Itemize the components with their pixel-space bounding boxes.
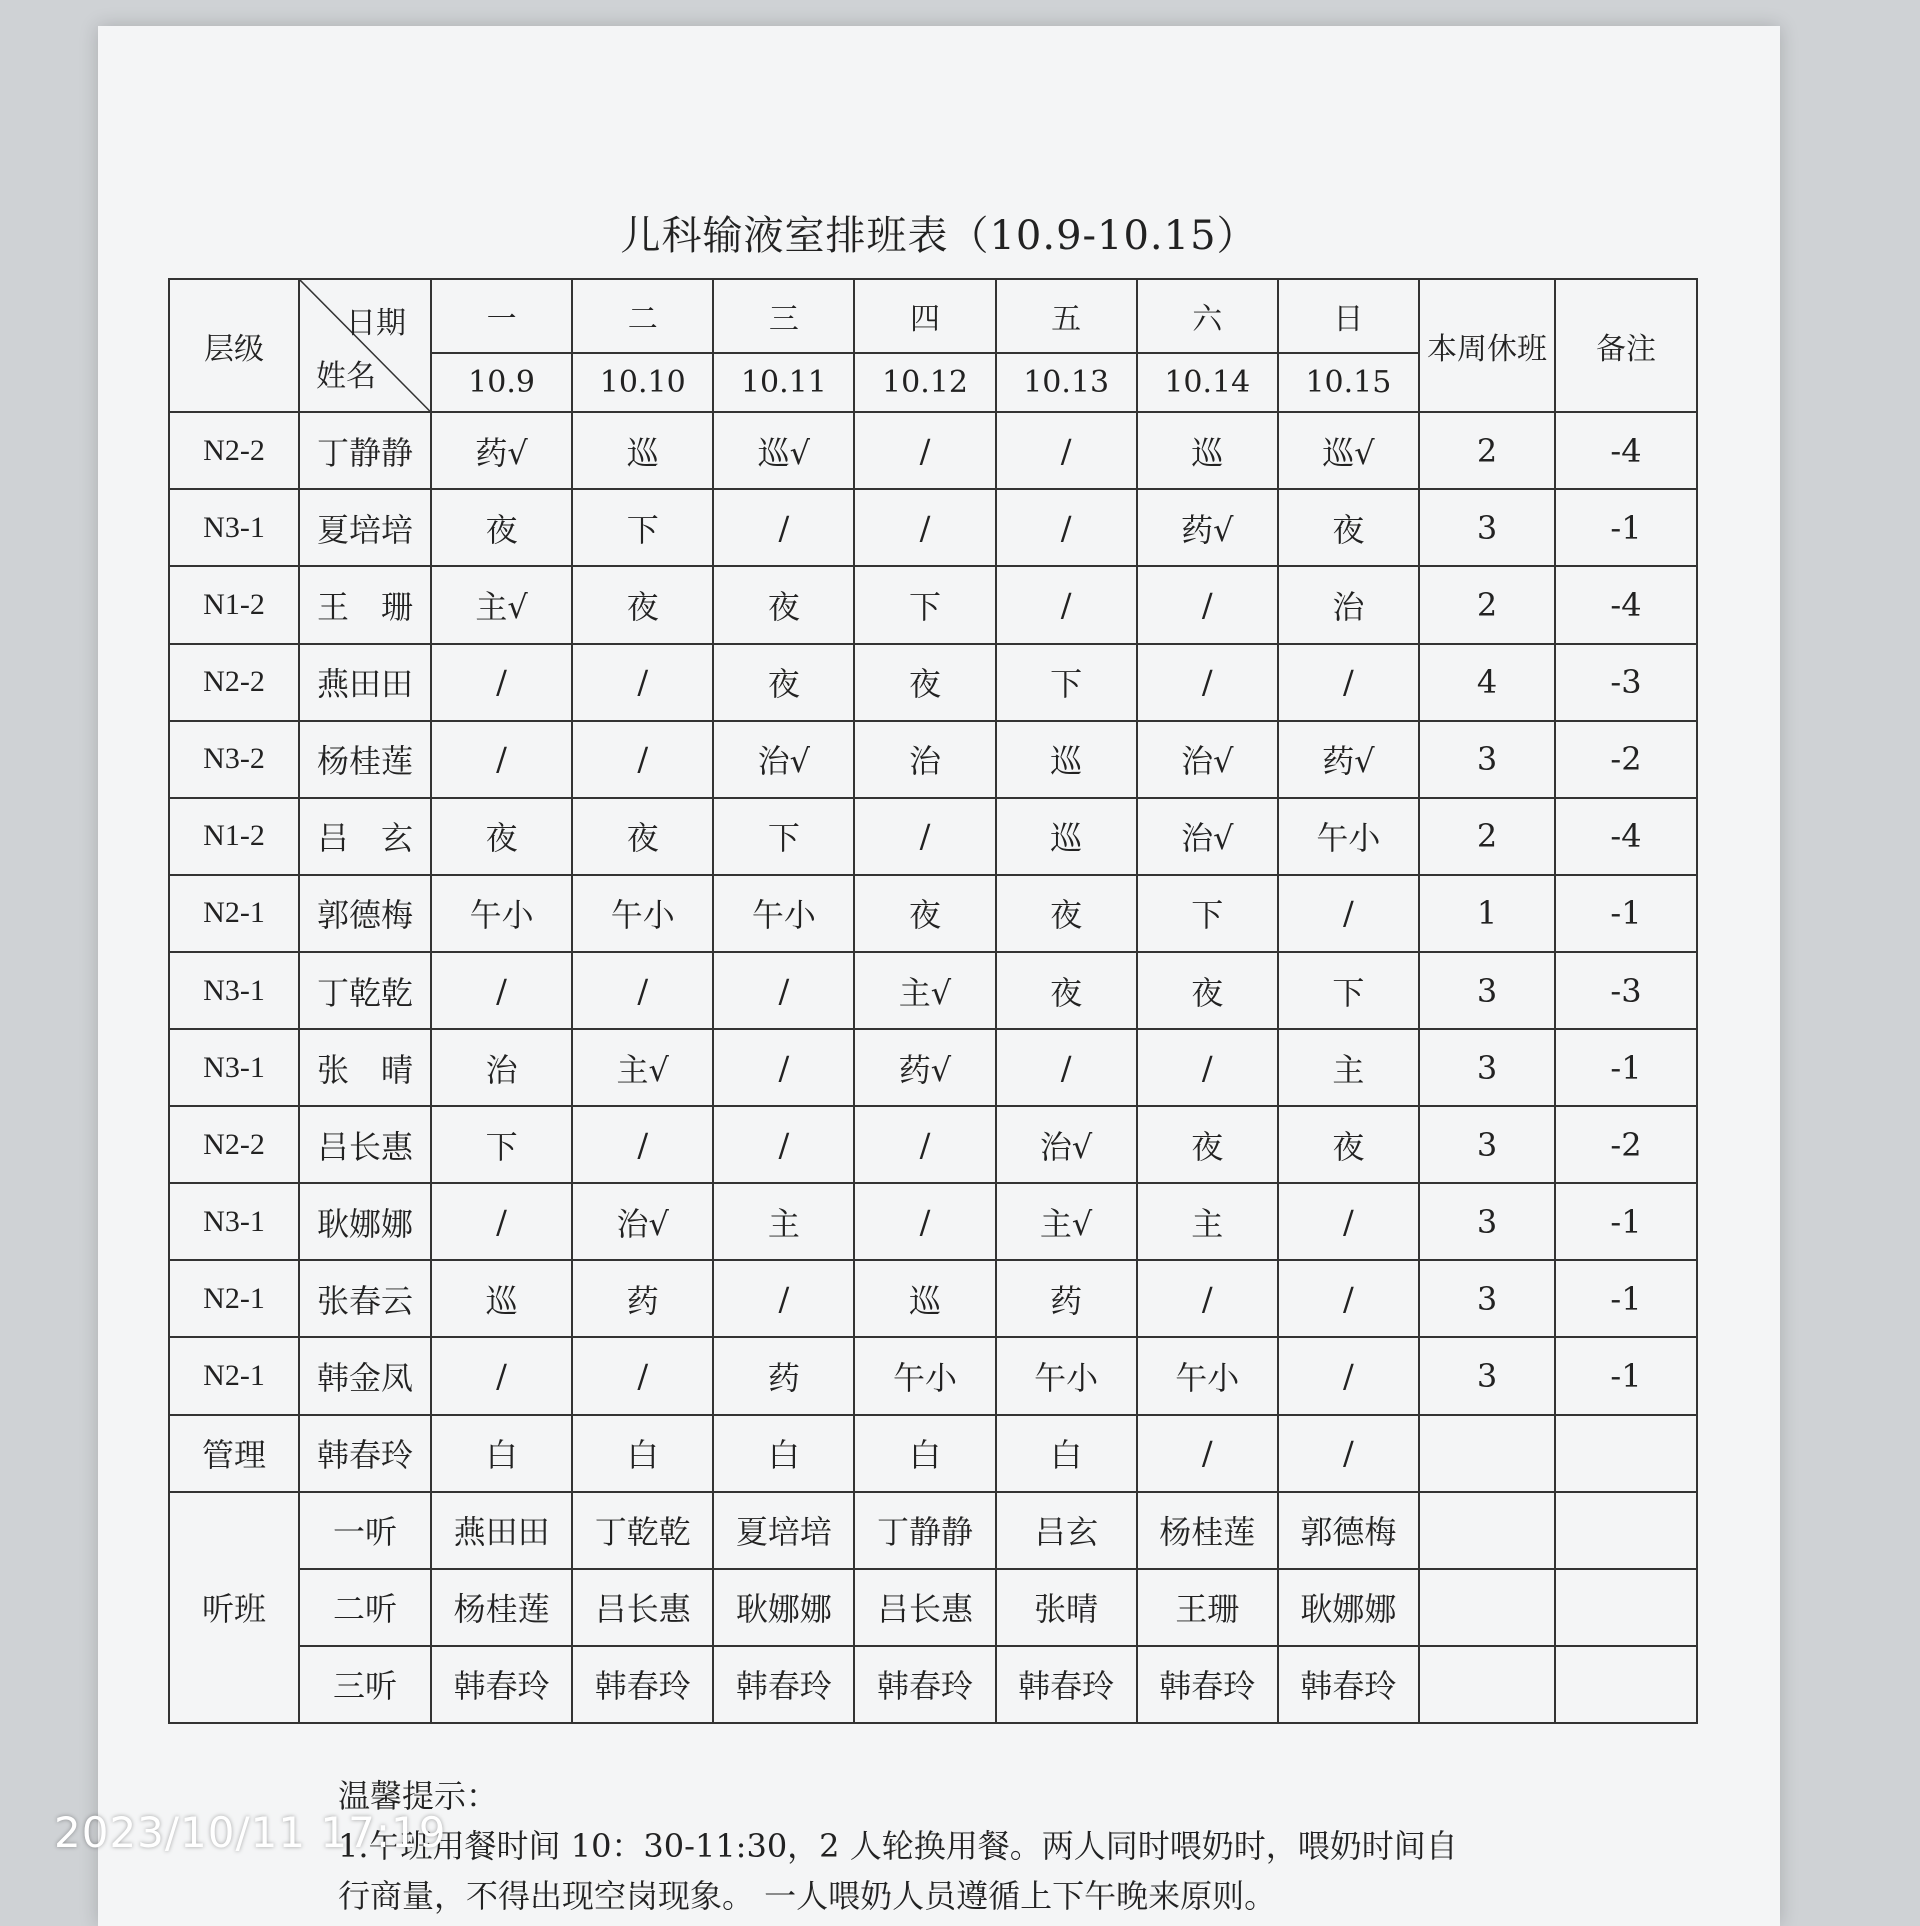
- shift-cell: /: [431, 1183, 572, 1260]
- name-cell: 张春云: [299, 1260, 431, 1337]
- name-cell: 韩春玲: [299, 1415, 431, 1492]
- management-label: 管理: [169, 1415, 299, 1492]
- level-cell: N2-2: [169, 644, 299, 721]
- shift-cell: /: [1278, 875, 1419, 952]
- shift-cell: 白: [854, 1415, 995, 1492]
- shift-cell: 药: [996, 1260, 1137, 1337]
- level-cell: N3-1: [169, 489, 299, 566]
- shift-cell: 主: [1278, 1029, 1419, 1106]
- shift-cell: 治√: [1137, 721, 1278, 798]
- shift-cell: 巡: [431, 1260, 572, 1337]
- level-cell: N2-2: [169, 1106, 299, 1183]
- shift-cell: 治√: [572, 1183, 713, 1260]
- shift-cell: /: [431, 721, 572, 798]
- weekday-header: 一: [431, 279, 572, 353]
- shift-cell: 药√: [431, 412, 572, 489]
- date-header: 10.12: [854, 353, 995, 412]
- remark-cell: -4: [1555, 412, 1697, 489]
- staff-row: [169, 721, 1697, 798]
- staff-row: [169, 952, 1697, 1029]
- listening-person: 杨桂莲: [431, 1569, 572, 1646]
- shift-cell: /: [1278, 1260, 1419, 1337]
- name-cell: 韩金凤: [299, 1337, 431, 1414]
- rest-header: 本周休班: [1419, 279, 1555, 412]
- listening-person: 韩春玲: [1278, 1646, 1419, 1723]
- shift-cell: /: [854, 1183, 995, 1260]
- staff-row: [169, 1183, 1697, 1260]
- management-row: [169, 1415, 1697, 1492]
- staff-row: [169, 875, 1697, 952]
- shift-cell: /: [572, 1106, 713, 1183]
- listening-tier: 三听: [299, 1646, 431, 1723]
- staff-row: [169, 1337, 1697, 1414]
- level-cell: N2-1: [169, 1337, 299, 1414]
- diagonal-header-cell: [299, 279, 431, 412]
- shift-cell: 夜: [854, 875, 995, 952]
- rest-count-cell: 3: [1419, 1337, 1555, 1414]
- listening-person: 韩春玲: [854, 1646, 995, 1723]
- date-header: 10.15: [1278, 353, 1419, 412]
- shift-cell: 午小: [1137, 1337, 1278, 1414]
- weekday-header: 四: [854, 279, 995, 353]
- remark-cell: -1: [1555, 489, 1697, 566]
- shift-cell: 午小: [854, 1337, 995, 1414]
- shift-cell: 下: [431, 1106, 572, 1183]
- date-header: 10.10: [572, 353, 713, 412]
- rest-count-cell: 2: [1419, 798, 1555, 875]
- listening-person: 耿娜娜: [1278, 1569, 1419, 1646]
- weekday-header: 三: [713, 279, 854, 353]
- shift-cell: /: [996, 566, 1137, 643]
- name-cell: 丁乾乾: [299, 952, 431, 1029]
- shift-cell: /: [1137, 1029, 1278, 1106]
- shift-cell: 白: [572, 1415, 713, 1492]
- staff-row: [169, 1260, 1697, 1337]
- listening-person: 王珊: [1137, 1569, 1278, 1646]
- shift-cell: 下: [713, 798, 854, 875]
- shift-cell: 夜: [996, 875, 1137, 952]
- listening-row: [169, 1569, 1697, 1646]
- shift-cell: 巡: [996, 798, 1137, 875]
- date-header: 10.9: [431, 353, 572, 412]
- shift-cell: 药: [713, 1337, 854, 1414]
- remark-cell: -2: [1555, 1106, 1697, 1183]
- shift-cell: /: [431, 952, 572, 1029]
- weekday-header: 五: [996, 279, 1137, 353]
- shift-cell: 午小: [431, 875, 572, 952]
- shift-cell: 治√: [713, 721, 854, 798]
- name-cell: 燕田田: [299, 644, 431, 721]
- shift-cell: 巡: [1137, 412, 1278, 489]
- shift-cell: /: [713, 1260, 854, 1337]
- shift-cell: /: [854, 489, 995, 566]
- shift-cell: 主: [713, 1183, 854, 1260]
- rest-count-cell: 1: [1419, 875, 1555, 952]
- shift-cell: 午小: [713, 875, 854, 952]
- shift-cell: /: [572, 952, 713, 1029]
- listening-person: 杨桂莲: [1137, 1492, 1278, 1569]
- name-cell: 王 珊: [299, 566, 431, 643]
- remark-cell: -1: [1555, 1260, 1697, 1337]
- shift-cell: 夜: [996, 952, 1137, 1029]
- staff-row: [169, 1029, 1697, 1106]
- shift-cell: 白: [996, 1415, 1137, 1492]
- shift-cell: /: [996, 412, 1137, 489]
- name-label: 姓名: [316, 359, 376, 395]
- shift-cell: /: [713, 1106, 854, 1183]
- shift-cell: 主√: [431, 566, 572, 643]
- staff-row: [169, 798, 1697, 875]
- empty-cell: [1555, 1646, 1697, 1723]
- level-cell: N3-1: [169, 952, 299, 1029]
- shift-cell: 夜: [1137, 1106, 1278, 1183]
- name-cell: 杨桂莲: [299, 721, 431, 798]
- shift-cell: 巡: [572, 412, 713, 489]
- shift-cell: 主: [1137, 1183, 1278, 1260]
- listening-person: 韩春玲: [572, 1646, 713, 1723]
- listening-person: 韩春玲: [431, 1646, 572, 1723]
- weekday-header: 日: [1278, 279, 1419, 353]
- shift-cell: 白: [431, 1415, 572, 1492]
- level-cell: N3-1: [169, 1029, 299, 1106]
- shift-cell: /: [431, 644, 572, 721]
- date-label: 日期: [346, 306, 406, 341]
- shift-cell: 夜: [431, 489, 572, 566]
- empty-cell: [1419, 1646, 1555, 1723]
- listening-person: 吕长惠: [572, 1569, 713, 1646]
- remark-cell: -1: [1555, 1029, 1697, 1106]
- weekday-header: 二: [572, 279, 713, 353]
- header-row-weekdays: [169, 279, 1697, 353]
- shift-cell: 治√: [1137, 798, 1278, 875]
- staff-row: [169, 1106, 1697, 1183]
- shift-cell: 药√: [854, 1029, 995, 1106]
- empty-cell: [1419, 1492, 1555, 1569]
- shift-cell: /: [572, 644, 713, 721]
- shift-cell: 夜: [713, 644, 854, 721]
- rest-count-cell: 2: [1419, 412, 1555, 489]
- shift-cell: 主√: [854, 952, 995, 1029]
- listening-person: 丁静静: [854, 1492, 995, 1569]
- tips-heading: 温馨提示：: [338, 1777, 499, 1815]
- listening-person: 吕玄: [996, 1492, 1137, 1569]
- paper-sheet: [98, 26, 1780, 1926]
- listening-tier: 一听: [299, 1492, 431, 1569]
- empty-cell: [1419, 1415, 1555, 1492]
- rest-count-cell: 3: [1419, 1106, 1555, 1183]
- empty-cell: [1555, 1415, 1697, 1492]
- date-header: 10.14: [1137, 353, 1278, 412]
- listening-person: 夏培培: [713, 1492, 854, 1569]
- shift-cell: /: [1278, 1183, 1419, 1260]
- staff-row: [169, 644, 1697, 721]
- staff-row: [169, 566, 1697, 643]
- tips-line-2: 行商量，不得出现空岗现象。 一人喂奶人员遵循上下午晚来原则。: [338, 1877, 1277, 1915]
- shift-cell: /: [1137, 644, 1278, 721]
- shift-cell: 主√: [572, 1029, 713, 1106]
- level-cell: N3-1: [169, 1183, 299, 1260]
- shift-cell: /: [572, 1337, 713, 1414]
- name-cell: 吕 玄: [299, 798, 431, 875]
- remark-cell: -4: [1555, 798, 1697, 875]
- shift-cell: 夜: [1278, 489, 1419, 566]
- shift-cell: 巡: [996, 721, 1137, 798]
- listening-person: 韩春玲: [996, 1646, 1137, 1723]
- shift-cell: 药: [572, 1260, 713, 1337]
- rest-count-cell: 3: [1419, 489, 1555, 566]
- tips-line-1: 1.午班用餐时间 10：30-11:30，2 人轮换用餐。两人同时喂奶时，喂奶时间自: [338, 1827, 1458, 1865]
- shift-cell: 巡√: [713, 412, 854, 489]
- shift-cell: /: [713, 1029, 854, 1106]
- rest-count-cell: 3: [1419, 1183, 1555, 1260]
- staff-row: [169, 489, 1697, 566]
- listening-person: 郭德梅: [1278, 1492, 1419, 1569]
- shift-cell: /: [1137, 1260, 1278, 1337]
- listening-person: 韩春玲: [1137, 1646, 1278, 1723]
- shift-cell: /: [1278, 1337, 1419, 1414]
- listening-label: 听班: [169, 1492, 299, 1723]
- rest-count-cell: 3: [1419, 1029, 1555, 1106]
- shift-cell: 巡: [854, 1260, 995, 1337]
- empty-cell: [1419, 1569, 1555, 1646]
- remark-cell: -3: [1555, 952, 1697, 1029]
- shift-cell: 药√: [1137, 489, 1278, 566]
- name-cell: 郭德梅: [299, 875, 431, 952]
- schedule-table: [168, 278, 1698, 1724]
- shift-cell: 下: [1137, 875, 1278, 952]
- shift-cell: 治√: [996, 1106, 1137, 1183]
- level-cell: N1-2: [169, 798, 299, 875]
- empty-cell: [1555, 1569, 1697, 1646]
- shift-cell: 治: [1278, 566, 1419, 643]
- shift-cell: /: [996, 489, 1137, 566]
- level-cell: N2-1: [169, 1260, 299, 1337]
- rest-count-cell: 2: [1419, 566, 1555, 643]
- shift-cell: 夜: [713, 566, 854, 643]
- shift-cell: /: [1278, 1415, 1419, 1492]
- shift-cell: /: [854, 412, 995, 489]
- shift-cell: /: [713, 952, 854, 1029]
- shift-cell: 午小: [1278, 798, 1419, 875]
- level-header: 层级: [169, 279, 299, 412]
- shift-cell: 药√: [1278, 721, 1419, 798]
- shift-cell: 夜: [854, 644, 995, 721]
- listening-row: [169, 1646, 1697, 1723]
- shift-cell: 夜: [1278, 1106, 1419, 1183]
- name-cell: 吕长惠: [299, 1106, 431, 1183]
- shift-cell: /: [713, 489, 854, 566]
- shift-cell: 下: [572, 489, 713, 566]
- remark-cell: -1: [1555, 1337, 1697, 1414]
- rest-count-cell: 3: [1419, 952, 1555, 1029]
- date-header: 10.13: [996, 353, 1137, 412]
- shift-cell: 夜: [572, 566, 713, 643]
- tips-section: [338, 1771, 1458, 1921]
- name-cell: 丁静静: [299, 412, 431, 489]
- staff-row: [169, 412, 1697, 489]
- remark-header: 备注: [1555, 279, 1697, 412]
- empty-cell: [1555, 1492, 1697, 1569]
- rest-count-cell: 3: [1419, 721, 1555, 798]
- shift-cell: 夜: [572, 798, 713, 875]
- shift-cell: /: [1137, 566, 1278, 643]
- shift-cell: 夜: [1137, 952, 1278, 1029]
- rest-count-cell: 4: [1419, 644, 1555, 721]
- shift-cell: 白: [713, 1415, 854, 1492]
- shift-cell: /: [1278, 644, 1419, 721]
- name-cell: 夏培培: [299, 489, 431, 566]
- name-cell: 耿娜娜: [299, 1183, 431, 1260]
- listening-person: 耿娜娜: [713, 1569, 854, 1646]
- remark-cell: -3: [1555, 644, 1697, 721]
- remark-cell: -4: [1555, 566, 1697, 643]
- shift-cell: 治: [854, 721, 995, 798]
- level-cell: N1-2: [169, 566, 299, 643]
- listening-person: 丁乾乾: [572, 1492, 713, 1569]
- shift-cell: /: [854, 798, 995, 875]
- shift-cell: 夜: [431, 798, 572, 875]
- listening-person: 韩春玲: [713, 1646, 854, 1723]
- name-cell: 张 晴: [299, 1029, 431, 1106]
- shift-cell: /: [854, 1106, 995, 1183]
- shift-cell: 治: [431, 1029, 572, 1106]
- rest-count-cell: 3: [1419, 1260, 1555, 1337]
- shift-cell: 下: [1278, 952, 1419, 1029]
- shift-cell: 下: [854, 566, 995, 643]
- shift-cell: 午小: [572, 875, 713, 952]
- shift-cell: /: [996, 1029, 1137, 1106]
- listening-person: 吕长惠: [854, 1569, 995, 1646]
- level-cell: N2-2: [169, 412, 299, 489]
- shift-cell: /: [572, 721, 713, 798]
- shift-cell: /: [431, 1337, 572, 1414]
- weekday-header: 六: [1137, 279, 1278, 353]
- shift-cell: 巡√: [1278, 412, 1419, 489]
- listening-person: 燕田田: [431, 1492, 572, 1569]
- listening-tier: 二听: [299, 1569, 431, 1646]
- shift-cell: 午小: [996, 1337, 1137, 1414]
- photo-timestamp: 2023/10/11 17:19: [54, 1808, 447, 1857]
- remark-cell: -1: [1555, 875, 1697, 952]
- remark-cell: -1: [1555, 1183, 1697, 1260]
- shift-cell: /: [1137, 1415, 1278, 1492]
- level-cell: N3-2: [169, 721, 299, 798]
- shift-cell: 主√: [996, 1183, 1137, 1260]
- date-header: 10.11: [713, 353, 854, 412]
- document-title: 儿科输液室排班表（10.9-10.15）: [620, 213, 1258, 259]
- remark-cell: -2: [1555, 721, 1697, 798]
- listening-row: [169, 1492, 1697, 1569]
- shift-cell: 下: [996, 644, 1137, 721]
- listening-person: 张晴: [996, 1569, 1137, 1646]
- level-cell: N2-1: [169, 875, 299, 952]
